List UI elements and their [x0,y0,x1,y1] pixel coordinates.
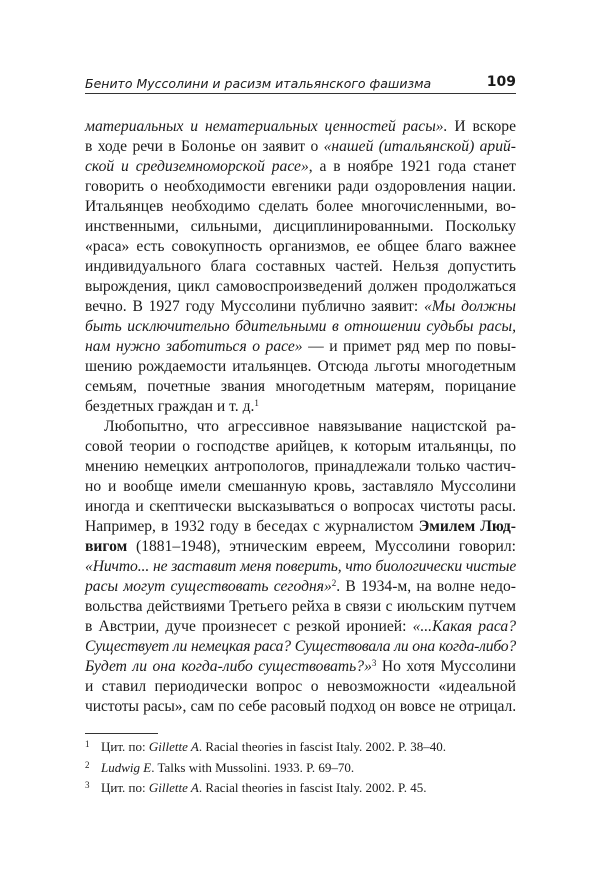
text-line [85,637,516,657]
text-segment: материальных и нематериальных ценностей расы». [85,118,448,135]
text-segment: Например, в 1932 году в беседах с журналистом [85,518,419,535]
text-line [85,217,516,237]
text-line [85,537,516,557]
text-segment: «Мы должны [423,298,516,315]
text-line [85,577,516,597]
text-line [85,117,516,137]
text-line [85,457,516,477]
text-segment: но и вообще имели смешанную кровь, заставляло Муссолини [85,478,516,495]
text-segment: . Racial theories in fascist Italy. 2002. P. 38–40. [198,739,447,754]
text-line [85,677,516,697]
footnotes [85,737,516,799]
footnote-ref: 2 [331,578,337,588]
text-line [85,597,516,617]
text-line [85,437,516,457]
text-line [85,377,516,397]
text-segment: ской и средиземноморской расе» [85,158,309,175]
body-text [85,117,516,717]
text-line [85,417,516,437]
text-line [85,137,516,157]
text-segment: вигом [85,538,128,555]
text-line [85,477,516,497]
text-segment: Но хотя Муссолини [376,658,516,675]
text-segment: Цит. по: [101,780,149,795]
text-segment: Итальянцев необходимо сделать более многочисленными, во- [85,198,516,215]
text-segment: Ludwig E [101,759,152,775]
text-segment: Любопытно, что агрессивное навязывание нацистской ра- [104,418,516,435]
text-segment: И вскоре [447,118,516,135]
text-line [85,397,516,417]
text-line [85,337,516,357]
text-segment: Gillette A [148,739,199,754]
text-segment: бездетных граждан и т. д. [85,398,255,415]
text-segment: семьям, почетные звания многодетным матерям, порицание [85,378,516,395]
text-segment: в Австрии, дуче произнесет с резкой иронией: [85,618,413,635]
text-line [85,357,516,377]
text-segment: вольства действиями Третьего рейха в связи с июльским путчем [85,598,516,615]
footnote-ref: 3 [371,658,377,668]
running-header [85,74,516,94]
text-segment: расы могут существовать сегодня» [85,578,332,595]
page-number: 109 [486,74,516,90]
running-title: Бенито Муссолини и расизм итальянского фашизма [85,76,432,91]
text-line [85,557,516,577]
text-line [85,617,516,637]
text-line [85,257,516,277]
text-segment: «раса» есть совокупность организмов, ее общее благо важнее [85,238,516,255]
text-segment: «нашей (итальянской) арий- [323,138,516,155]
text-segment: (1881–1948), этническим евреем, Муссолини говорил: [127,538,516,555]
text-segment: . В 1934-м, на волне недо- [336,578,516,595]
text-segment: мнению немецких антропологов, принадлежали только частич- [85,458,516,475]
text-line [85,317,516,337]
text-segment: нам нужно заботиться о расе» [85,338,303,355]
footnote-divider [85,733,158,734]
text-segment: совой теории о господстве арийцев, к которым итальянцы, по [85,438,516,455]
text-segment: иногда и скептически высказываться о вопросах чистоты расы. [85,498,516,515]
text-line [85,177,516,197]
text-segment: шению рождаемости итальянцев. Отсюда льготы многодетным [85,358,516,375]
text-segment: Цит. по: [101,739,149,754]
text-segment: Существует ли немецкая раса? Существовала ли она когда-либо? [85,638,516,655]
text-line [85,497,516,517]
text-segment: — и примет ряд мер по повы- [302,338,517,355]
text-segment: инственными, сильными, дисциплинированными. Поскольку [85,218,516,235]
text-segment: Эмилем Люд- [418,518,516,535]
text-segment: , а в ноябре 1921 года станет [308,158,516,175]
text-line [85,237,516,257]
text-segment: «...Какая раса? [412,618,516,635]
text-segment: Будет ли она когда-либо существовать?» [85,658,372,675]
text-segment: вырождения, цикл самовоспроизведений должен продолжаться [85,278,516,295]
text-segment: вечно. В 1927 году Муссолини публично заявит: [85,298,424,315]
footnote: 3 Цит. по: Gillette A. Racial theories in fascist Italy. 2002. P. 45. [85,780,427,795]
footnote: 2 Ludwig E. Talks with Mussolini. 1933. P. 69–70. [85,759,355,775]
text-segment: «Ничто... не заставит меня поверить, что биологически чистые [85,558,517,575]
text-segment: быть исключительно бдительными в отношении судьбы расы, [85,318,516,335]
text-line [85,517,516,537]
text-segment: говорить о необходимости евгеники ради оздоровления нации. [85,178,516,195]
text-line [85,657,516,677]
text-segment: в ходе речи в Болонье он заявит о [85,138,324,155]
text-line [85,277,516,297]
text-segment: индивидуального блага составных частей. Нельзя допустить [85,258,516,275]
text-segment: Gillette A [148,780,199,795]
text-segment: и ставил периодически вопрос о невозможности «идеальной [85,678,516,695]
text-line [85,197,516,217]
text-segment: чистоты расы», сам по себе расовый подход он вовсе не отрицал. [85,698,516,715]
text-line [85,157,516,177]
text-segment: . Talks with Mussolini. 1933. P. 69–70. [151,759,355,775]
text-line [85,697,516,717]
text-segment: . Racial theories in fascist Italy. 2002. P. 45. [198,780,427,795]
footnote-ref: 1 [254,398,259,408]
footnote: 1 Цит. по: Gillette A. Racial theories in fascist Italy. 2002. P. 38–40. [85,739,447,754]
text-line [85,297,516,317]
